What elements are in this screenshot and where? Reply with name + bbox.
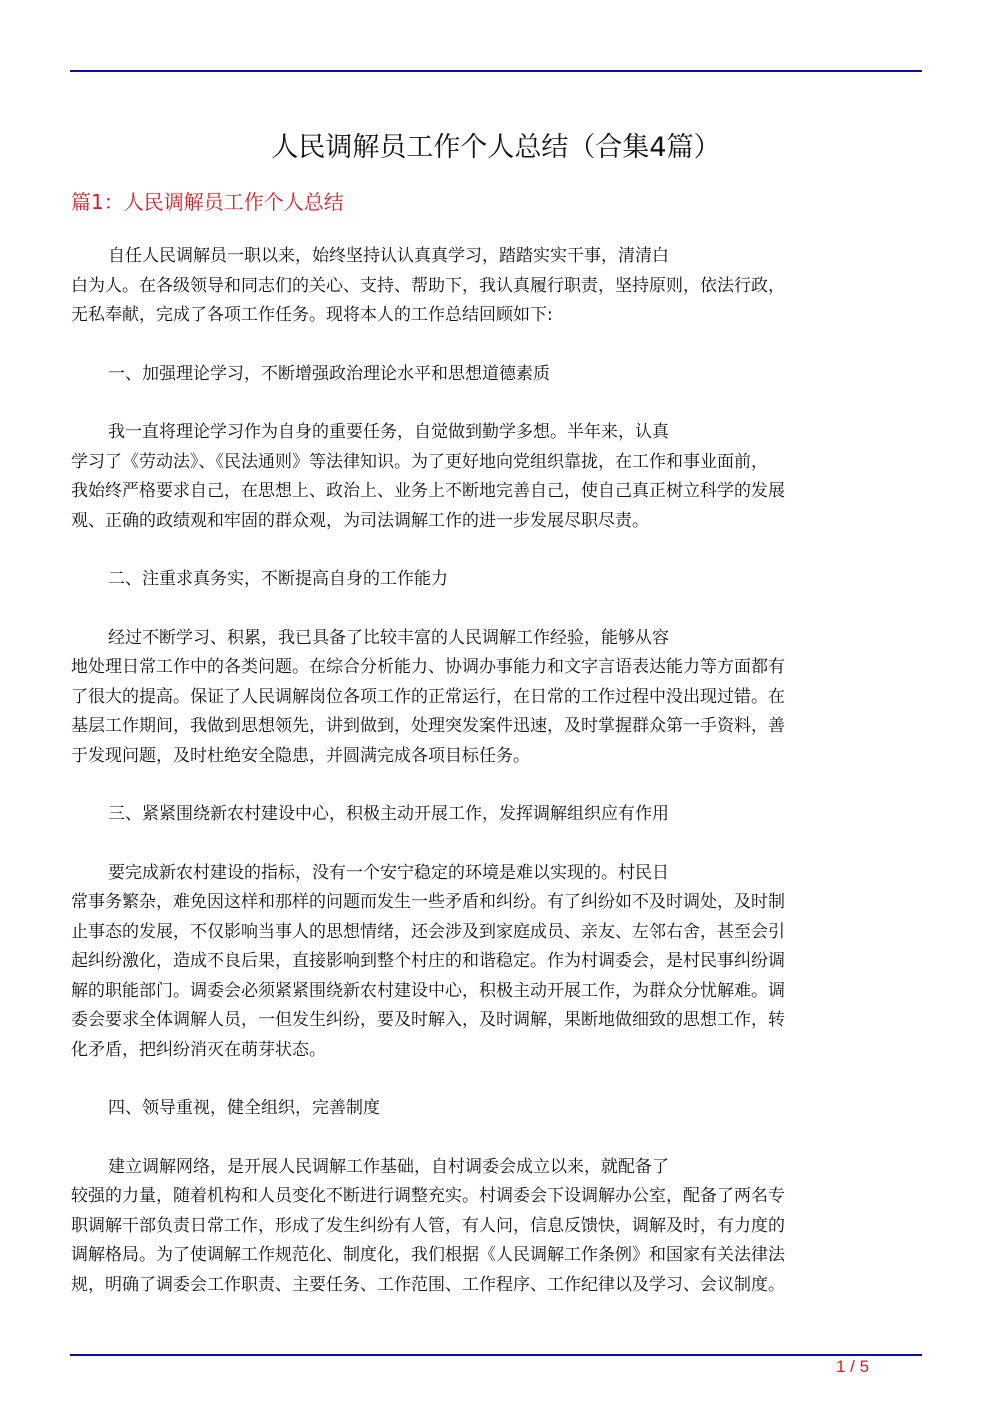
paragraph-line: 委会要求全体调解人员，一但发生纠纷，要及时解入，及时调解，果断地做细致的思想工作，转 [71,1010,785,1030]
subheading-1: 一、加强理论学习，不断增强政治理论水平和思想道德素质 [108,363,550,384]
paragraph-line: 自任人民调解员一职以来，始终坚持认认真真学习，踏踏实实干事，清清白 [108,246,669,266]
paragraph-line: 经过不断学习、积累，我已具备了比较丰富的人民调解工作经验，能够从容 [108,627,669,648]
paragraph-line: 较强的力量，随着机构和人员变化不断进行调整充实。村调委会下设调解办公室，配备了两名专 [71,1186,785,1206]
paragraph-line: 常事务繁杂，难免因这样和那样的问题而发生一些矛盾和纠纷。有了纠纷如不及时调处，及时制 [71,892,785,912]
paragraph-theory-study [71,418,921,536]
subheading-2: 二、注重求真务实，不断提高自身的工作能力 [108,569,448,589]
paragraph-line: 止事态的发展，不仅影响当事人的思想情绪，还会涉及到家庭成员、亲友、左邻右舍，甚至会引 [71,921,785,942]
paragraph-line: 解的职能部门。调委会必须紧紧围绕新农村建设中心，积极主动开展工作，为群众分忧解难。调 [71,980,785,1001]
paragraph-line: 要完成新农村建设的指标，没有一个安宁稳定的环境是难以实现的。村民日 [108,862,669,883]
paragraph-line: 于发现问题，及时杜绝安全隐患，并圆满完成各项目标任务。 [71,745,530,766]
paragraph-line: 地处理日常工作中的各类问题。在综合分析能力、协调办事能力和文字言语表达能力等方面都有 [71,657,785,677]
paragraph-line: 观、正确的政绩观和牢固的群众观，为司法调解工作的进一步发展尽职尽责。 [71,510,649,531]
paragraph-line: 我一直将理论学习作为自身的重要任务，自觉做到勤学多想。半年来，认真 [108,422,669,442]
paragraph-line: 基层工作期间，我做到思想领先，讲到做到，处理突发案件迅速，及时掌握群众第一手资料，善 [71,716,785,736]
paragraph-line: 白为人。在各级领导和同志们的关心、支持、帮助下，我认真履行职责，坚持原则，依法行政， [71,275,785,296]
subheading-4: 四、领导重视，健全组织，完善制度 [108,1098,380,1118]
paragraph-new-village [71,859,921,1066]
paragraph-line: 调解格局。为了使调解工作规范化、制度化，我们根据《人民调解工作条例》和国家有关法律法 [71,1245,785,1265]
paragraph-line: 了很大的提高。保证了人民调解岗位各项工作的正常运行，在日常的工作过程中没出现过错。在 [71,686,785,707]
subheading-3: 三、紧紧围绕新农村建设中心，积极主动开展工作，发挥调解组织应有作用 [108,804,669,824]
paragraph-line: 我始终严格要求自己，在思想上、政治上、业务上不断地完善自己，使自己真正树立科学的发展 [71,481,785,501]
header-rule [70,70,922,72]
paragraph-line: 起纠纷激化，造成不良后果，直接影响到整个村庄的和谐稳定。作为村调委会，是村民事纠纷调 [71,951,785,971]
paragraph-line: 学习了《劳动法》、《民法通则》等法律知识。为了更好地向党组织靠拢，在工作和事业面前， [71,451,768,472]
paragraph-organization [71,1153,921,1301]
paragraph-work-ability [71,624,921,772]
paragraph-line: 职调解干部负责日常工作，形成了发生纠纷有人管，有人问，信息反馈快，调解及时，有力度的 [71,1215,785,1236]
page-number: 1 / 5 [836,1357,870,1376]
paragraph-intro [71,242,921,331]
document-title: 人民调解员工作个人总结（合集4篇） [271,132,721,163]
section-heading: 篇1：人民调解员工作个人总结 [71,190,344,214]
paragraph-line: 建立调解网络，是开展人民调解工作基础，自村调委会成立以来，就配备了 [108,1156,669,1177]
document-body [71,242,921,1329]
footer-rule [70,1354,922,1356]
paragraph-line: 无私奉献，完成了各项工作任务。现将本人的工作总结回顾如下: [71,305,553,325]
paragraph-line: 化矛盾，把纠纷消灭在萌芽状态。 [71,1039,326,1060]
paragraph-line: 规，明确了调委会工作职责、主要任务、工作范围、工作程序、工作纪律以及学习、会议制度。 [71,1274,785,1295]
